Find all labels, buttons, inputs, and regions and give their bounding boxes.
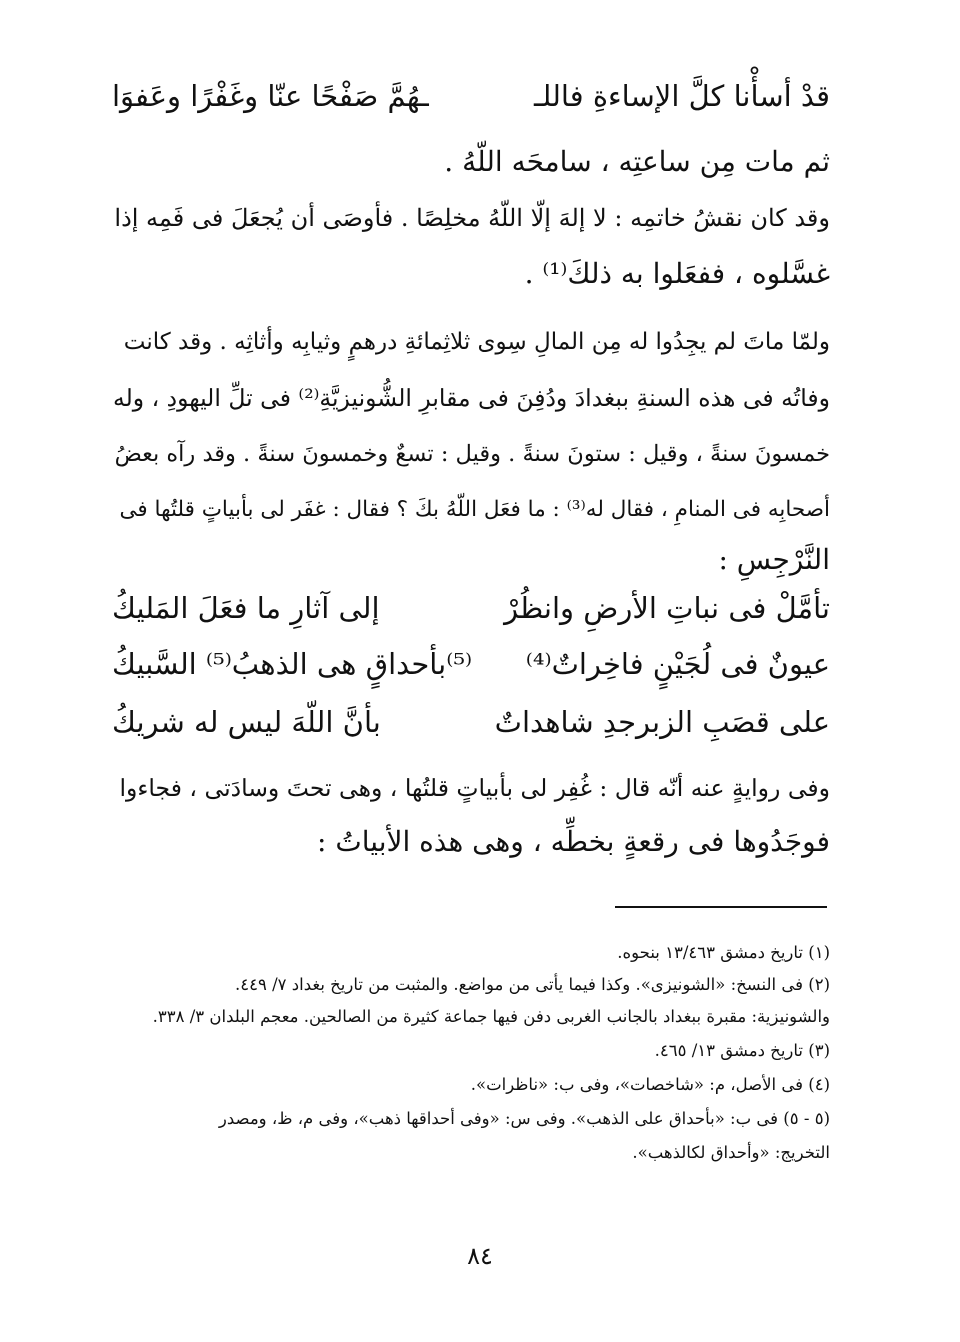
footnote: (١) تاريخ دمشق ١٣/٤٦٣ بنحوه. xyxy=(617,943,830,962)
verse-hemistich-second: إلى آثارِ ما فعَلَ المَليكُ xyxy=(112,591,380,625)
verse-hemistich-second: ـهُمَّ صَفْحًا عنّا وغَفْرًا وعَفوَا xyxy=(112,79,429,113)
footnote: التخريج: «وأحداق لكالذهب». xyxy=(632,1143,830,1162)
poem-verse xyxy=(112,692,830,752)
verse-hemistich-first: تأمَّلْ فى نباتِ الأرضِ وانظُرْ xyxy=(504,591,830,625)
text-line: خمسونَ سنةً ، وقيل : ستونَ سنةً . وقيل : تسعٌ وخمسونَ سنةً . وقد رآه بعضُ xyxy=(114,441,830,467)
text-line: فوجَدُوها فى رقعةٍ بخطِّه ، وهى هذه الأبياتُ : xyxy=(317,825,830,858)
footnote: والشونيزية: مقبرة ببغداد بالجانب الغربى دفن فيها جماعة كثيرة من الصالحين. معجم البلدان ٣/ ٣٣٨. xyxy=(152,1007,830,1026)
verse-hemistich-first: عيونٌ فى لُجَيْنٍ فاخِراتٌ⁽⁴⁾ xyxy=(525,647,830,681)
text-line: وفاتُه فى هذه السنةِ ببغدادَ ودُفِنَ فى مقابرِ الشُّونيزيَّةِ⁽²⁾ فى تلِّ اليهودِ ، وله xyxy=(113,384,830,412)
verse-hemistich-first: قدْ أسأْنا كلَّ الإساءةِ فاللـ xyxy=(533,79,830,113)
text-line: ثم مات مِن ساعتِه ، سامحَه اللّهُ . xyxy=(444,145,830,178)
text-line: وفى روايةٍ عنه أنّه قال : غُفِر لى بأبياتٍ قلتُها ، وهى تحتَ وسادَتى ، فجاءوا xyxy=(119,774,830,802)
footnote-separator xyxy=(615,906,827,908)
verse-hemistich-second: بأنَّ اللّهَ ليس له شريكُ xyxy=(112,705,381,739)
verse-hemistich-second: ⁽⁵⁾بأحداقٍ هى الذهبُ⁽⁵⁾ السَّبيكُ xyxy=(112,647,473,681)
text-line: ولمّا ماتَ لم يجِدُوا له مِن المالِ سِوى ثلاثِمائةِ درهمٍ وثيابِه وأثاثِه . وقد كانت xyxy=(123,329,830,355)
footnote: (٤) فى الأصل، م: «شاخصات»، وفى ب: «ناظرات». xyxy=(470,1075,830,1094)
footnote: (٣) تاريخ دمشق ١٣/ ٤٦٥. xyxy=(654,1041,830,1060)
text-line: وقد كان نقشُ خاتمِه : لا إلهَ إلّا اللّهُ مخلِصًا . فأوصَى أن يُجعَلَ فى فَمِه إذا xyxy=(114,204,830,232)
poem-verse xyxy=(112,634,830,694)
page-number: ٨٤ xyxy=(467,1242,493,1270)
text-line: النَّرْجِسِ : xyxy=(718,543,830,576)
text-line: أصحابِه فى المنامِ ، فقال له⁽³⁾ : ما فعَل اللّهُ بكَ ؟ فقال : غفَر لى بأبياتٍ قلتُها فى xyxy=(119,497,830,522)
poem-verse xyxy=(112,578,830,638)
footnote: (٥ - ٥) فى ب: «بأحداق على الذهب». وفى س: «وفى أحداقها ذهب»، وفى م، ظ، ومصدر xyxy=(218,1109,830,1128)
opening-verse xyxy=(112,66,830,126)
text-line: غسَّلوه ، ففعَلوا به ذلكَ⁽¹⁾ . xyxy=(524,257,830,290)
footnote: (٢) فى النسخ: «الشونيزى». وكذا فيما يأتى من مواضع. والمثبت من تاريخ بغداد ٧/ ٤٤٩. xyxy=(234,975,830,994)
verse-hemistich-first: على قصَبِ الزبرجدِ شاهداتٌ xyxy=(494,705,830,739)
